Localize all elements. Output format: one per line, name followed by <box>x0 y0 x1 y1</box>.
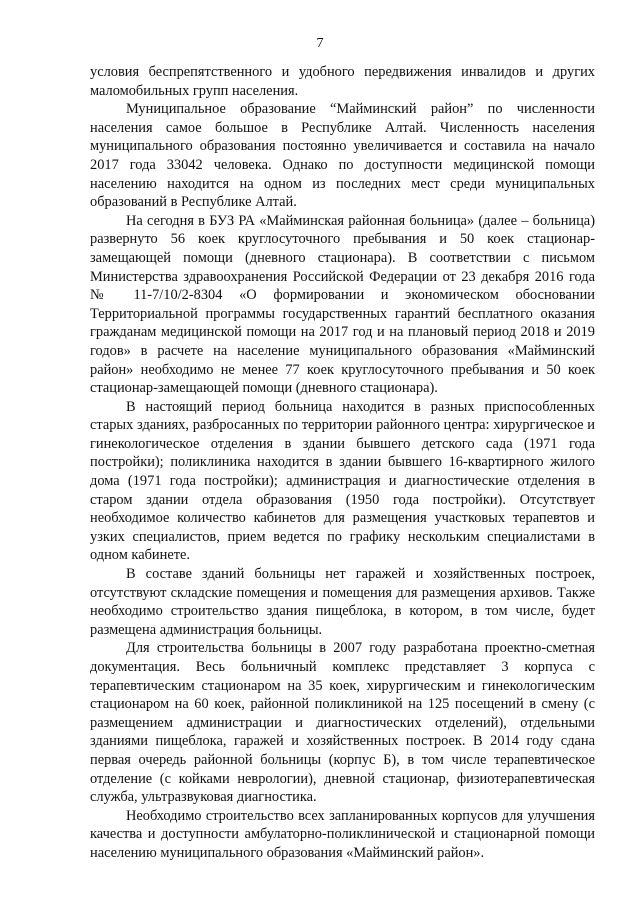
page-number: 7 <box>316 36 324 51</box>
document-body <box>90 63 595 863</box>
paragraph-conclusion: Необходимо строительство всех запланированных корпусов для улучшения качества и доступности амбулаторно-поликлинической и стационарной помощи населению муниципального образования «Майминский район». <box>90 807 595 861</box>
paragraph-buildings: В настоящий период больница находится в разных приспособленных старых зданиях, разбросанных по территории районного центра: хирургическое и гинекологическое отделения в здании бывшего детского сада (1971 года постройки); поликлиника находится в здании бывшего 16-квартирного жилого дома (1971 года постройки); администрация и диагностические отделения в старом здании отдела образования (1950 года постройки). Отсутствует необходимое количество кабинетов для размещения участковых терапевтов и узких специалистов, прием ведется по графику нескольким специалистами в одном кабинете. <box>90 398 595 564</box>
paragraph-continuation: условия беспрепятственного и удобного передвижения инвалидов и других маломобильных групп населения. <box>90 64 595 99</box>
paragraph-missing-facilities: В составе зданий больницы нет гаражей и хозяйственных построек, отсутствуют складские помещения и помещения для размещения архивов. Также необходимо строительство здания пищеблока, в котором, в том числе, будет размещена администрация больницы. <box>90 566 595 638</box>
paragraph-population: Муниципальное образование “Майминский район” по численности населения самое большое в Республике Алтай. Численность населения муниципального образования постоянно увеличивается и составила на начало 2017 года 33042 человека. Однако по доступности медицинской помощи населению находится на одном из последних мест среди муниципальных образований в Республике Алтай. <box>90 101 595 211</box>
paragraph-construction: Для строительства больницы в 2007 году разработана проектно-сметная документация. Весь больничный комплекс представляет 3 корпуса с терапевтическим стационаром на 35 коек, хирургическим и гинекологическим стационаром на 60 коек, районной поликлиникой на 125 посещений в смену (с размещением администрации и диагностических отделений), отдельными зданиями пищеблока, гаражей и хозяйственных построек. В 2014 году сдана первая очередь районной больницы (корпус Б), в том числе терапевтическое отделение (с койками неврологии), дневной стационар, физиотерапевтическая служба, ультразвуковая диагностика. <box>90 640 595 806</box>
paragraph-beds: На сегодня в БУЗ РА «Майминская районная больница» (далее – больница) развернуто 56 коек круглосуточного пребывания и 50 коек стационар-замещающей помощи (дневного стационара). В соответствии с письмом Министерства здравоохранения Российской Федерации от 23 декабря 2016 года № 11-7/10/2-8304 «О формировании и экономическом обосновании Территориальной программы государственных гарантий бесплатного оказания гражданам медицинской помощи на 2017 год и на плановый период 2018 и 2019 годов» в расчете на население муниципального образования «Майминский район» необходимо не менее 77 коек круглосуточного пребывания и 50 коек стационар-замещающей помощи (дневного стационара). <box>90 212 595 397</box>
